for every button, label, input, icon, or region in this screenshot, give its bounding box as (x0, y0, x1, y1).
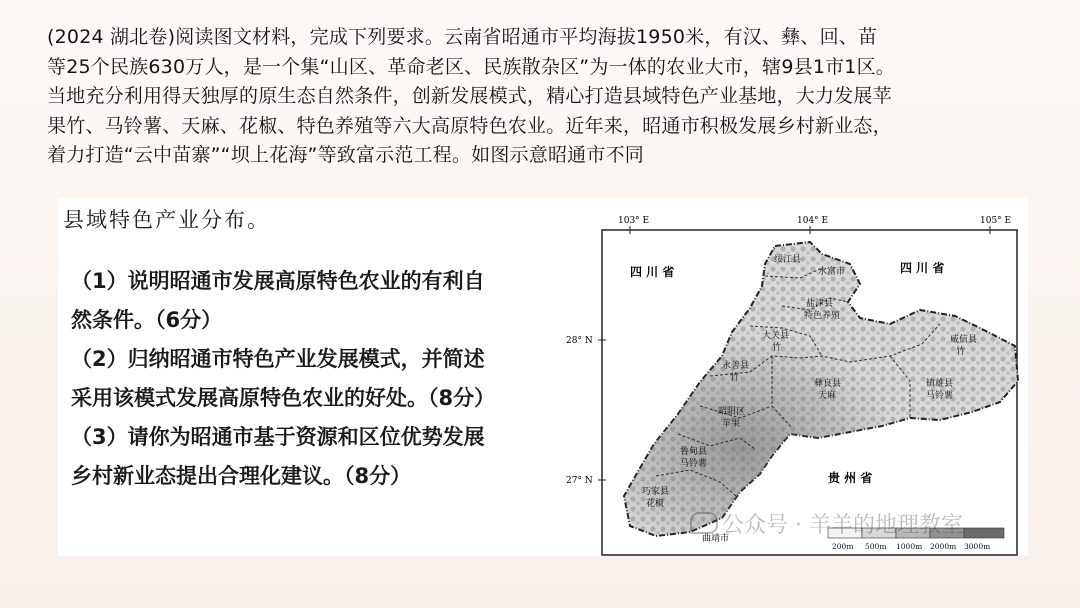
county-name: 水富市 (818, 267, 846, 277)
question-list (71, 262, 591, 496)
watermark (690, 508, 963, 539)
province-label: 四 川 省 (900, 261, 945, 275)
intro-line: 当地充分利用得天独厚的原生态自然条件，创新发展模式，精心打造县域特色产业基地，大力发展苹 (47, 85, 892, 107)
province-label: 贵 州 省 (828, 471, 873, 485)
neighbor-city-label: 曲靖市 (702, 534, 730, 544)
county-name: 威信县 (950, 335, 978, 345)
question-line: 乡村新业态提出合理化建议。（8分） (71, 464, 412, 488)
county-product: 天麻 (818, 391, 837, 401)
intro-line: 着力打造“云中苗寨”“坝上花海”等致富示范工程。如图示意昭通市不同 (47, 144, 644, 166)
map-svg (560, 206, 1030, 556)
intro-line: 等25个民族630万人，是一个集“山区、革命老区、民族散杂区”为一体的农业大市，辖9县1市1区。 (47, 55, 895, 78)
question-line: （2）归纳昭通市特色产业发展模式，并简述 (71, 347, 485, 371)
legend-label: 1000m (896, 542, 923, 551)
province-label: 四 川 省 (630, 265, 675, 279)
county-name: 盐津县 (806, 299, 834, 309)
county-name: 巧家县 (642, 487, 670, 497)
county-product: 马铃薯 (680, 459, 708, 469)
legend-label: 2000m (930, 542, 957, 551)
lon-label: 104° E (797, 216, 829, 226)
county-product: 苹果 (722, 419, 741, 429)
intro-line: 果竹、马铃薯、天麻、花椒、特色养殖等六大高原特色农业。近年来，昭通市积极发展乡村新业态， (47, 114, 892, 137)
legend-swatch (964, 528, 1004, 538)
county-product: 特色养殖 (804, 311, 841, 321)
legend-label: 500m (865, 542, 887, 551)
county-product: 竹 (956, 347, 966, 357)
question-line: （1）说明昭通市发展高原特色农业的有利自 (71, 269, 485, 293)
county-product: 花椒 (646, 499, 665, 509)
watermark-text: 公众号 · 羊羊的地理教室 (722, 513, 963, 538)
county-product: 马铃薯 (926, 391, 954, 401)
county-name: 永善县 (722, 361, 750, 371)
intro-line: (2024 湖北卷)阅读图文材料，完成下列要求。云南省昭通市平均海拔1950米，有汉、彝、回、苗 (47, 26, 878, 48)
question-line: （3）请你为昭通市基于资源和区位优势发展 (71, 425, 485, 449)
legend-label: 200m (832, 542, 854, 551)
county-name: 昭阳区 (718, 407, 746, 417)
county-name: 绥江县 (774, 255, 802, 265)
county-name: 大关县 (762, 331, 790, 341)
county-name: 彝良县 (814, 379, 842, 389)
lat-label: 28° N (566, 336, 593, 346)
lon-label: 105° E (980, 216, 1012, 226)
chat-icon (690, 512, 718, 534)
legend-label: 3000m (964, 542, 991, 551)
question-line: 采用该模式发展高原特色农业的好处。（8分） (71, 386, 496, 410)
county-product: 竹 (772, 343, 782, 353)
county-name: 鲁甸县 (680, 447, 708, 457)
county-product: 竹 (730, 373, 740, 383)
lead-text: 县域特色产业分布。 (63, 208, 270, 232)
intro-paragraph (47, 23, 1057, 171)
question-line: 然条件。（6分） (71, 308, 223, 332)
lon-label: 103° E (618, 216, 650, 226)
county-name: 镇雄县 (926, 379, 954, 389)
county-industry-map (560, 206, 1030, 556)
lat-label: 27° N (566, 476, 593, 486)
